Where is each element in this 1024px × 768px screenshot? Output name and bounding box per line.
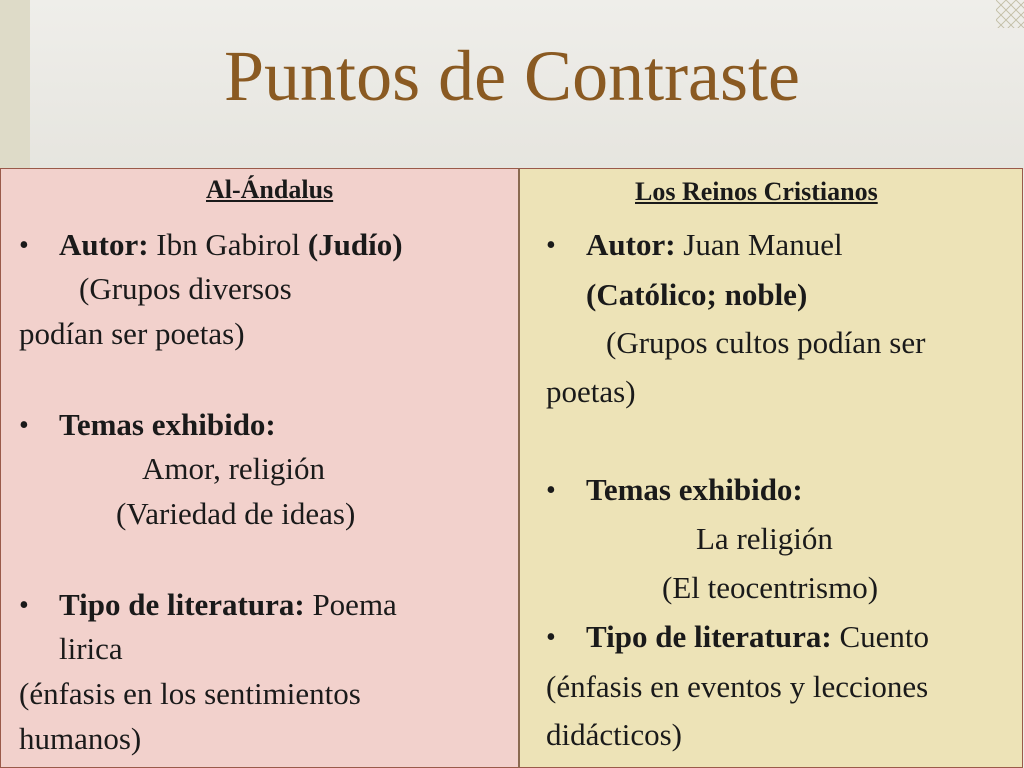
left-autor-value: Ibn Gabirol bbox=[148, 227, 308, 262]
right-autor-note-2: poetas) bbox=[546, 374, 636, 409]
right-tipo-label: Tipo de literatura: bbox=[586, 619, 832, 654]
left-tipo-line bbox=[59, 589, 397, 620]
left-tipo-value-2: lirica bbox=[59, 631, 123, 666]
right-autor-label: Autor: bbox=[586, 227, 676, 262]
right-autor-note-1: (Grupos cultos podían ser bbox=[606, 325, 926, 360]
left-tipo-label: Tipo de literatura: bbox=[59, 587, 305, 622]
left-tipo-value: Poema bbox=[304, 587, 397, 622]
column-heading-reinos-cristianos: Los Reinos Cristianos bbox=[635, 177, 878, 206]
bullet-icon: • bbox=[546, 230, 556, 261]
column-heading-al-andalus: Al-Ándalus bbox=[206, 175, 334, 204]
slide-header bbox=[0, 0, 1024, 170]
right-temas-label bbox=[586, 474, 803, 505]
slide-title: Puntos de Contraste bbox=[224, 36, 800, 116]
left-tipo-note-2: humanos) bbox=[19, 721, 142, 756]
left-autor-line bbox=[59, 229, 403, 260]
right-tipo-note-1: (énfasis en eventos y lecciones bbox=[546, 669, 929, 704]
corner-ornament-icon bbox=[996, 0, 1024, 28]
left-autor-extra: (Judío) bbox=[307, 227, 403, 262]
left-temas-1: Amor, religión bbox=[142, 451, 326, 486]
right-temas-1: La religión bbox=[696, 521, 833, 556]
right-autor-extra bbox=[586, 279, 807, 310]
left-autor-label: Autor: bbox=[59, 227, 149, 262]
left-temas-2: (Variedad de ideas) bbox=[116, 496, 356, 531]
panel-al-andalus bbox=[0, 168, 519, 768]
left-temas-label-text: Temas exhibido: bbox=[59, 407, 276, 442]
left-tipo-note-1: (énfasis en los sentimientos bbox=[19, 676, 361, 711]
right-autor-line bbox=[586, 229, 843, 260]
right-autor-value: Juan Manuel bbox=[675, 227, 843, 262]
right-tipo-line bbox=[586, 621, 929, 652]
left-temas-label bbox=[59, 409, 276, 440]
right-autor-extra-text: (Católico; noble) bbox=[586, 277, 808, 312]
left-autor-note-1: (Grupos diversos bbox=[79, 271, 292, 306]
bullet-icon: • bbox=[19, 590, 29, 621]
bullet-icon: • bbox=[19, 230, 29, 261]
bullet-icon: • bbox=[19, 410, 29, 441]
right-tipo-note-2: didácticos) bbox=[546, 717, 683, 752]
right-temas-2: (El teocentrismo) bbox=[662, 570, 879, 605]
right-tipo-value: Cuento bbox=[831, 619, 929, 654]
right-temas-label-text: Temas exhibido: bbox=[586, 472, 803, 507]
panel-reinos-cristianos bbox=[518, 168, 1023, 768]
bullet-icon: • bbox=[546, 475, 556, 506]
left-autor-note-2: podían ser poetas) bbox=[19, 316, 245, 351]
bullet-icon: • bbox=[546, 622, 556, 653]
